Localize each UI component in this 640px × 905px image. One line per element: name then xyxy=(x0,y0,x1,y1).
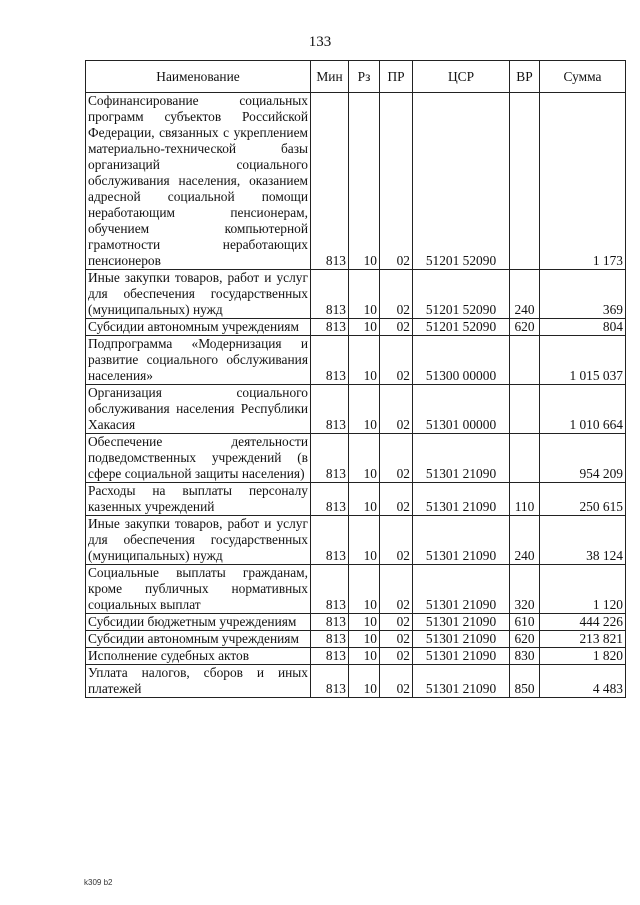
cell-vr xyxy=(510,434,540,483)
cell-csr: 51301 21090 xyxy=(413,565,510,614)
cell-sum: 954 209 xyxy=(540,434,626,483)
cell-min: 813 xyxy=(311,648,349,665)
table-row xyxy=(86,665,626,698)
table-body xyxy=(86,93,626,698)
cell-sum: 250 615 xyxy=(540,483,626,516)
cell-vr: 110 xyxy=(510,483,540,516)
cell-sum: 804 xyxy=(540,319,626,336)
cell-rz: 10 xyxy=(349,614,380,631)
cell-min: 813 xyxy=(311,565,349,614)
cell-csr: 51301 21090 xyxy=(413,483,510,516)
cell-pr: 02 xyxy=(380,614,413,631)
cell-rz: 10 xyxy=(349,434,380,483)
cell-vr xyxy=(510,336,540,385)
cell-pr: 02 xyxy=(380,93,413,270)
cell-csr: 51301 00000 xyxy=(413,385,510,434)
cell-min: 813 xyxy=(311,336,349,385)
header-min: Мин xyxy=(311,61,349,93)
cell-pr: 02 xyxy=(380,319,413,336)
cell-sum: 213 821 xyxy=(540,631,626,648)
budget-table xyxy=(85,60,626,698)
cell-rz: 10 xyxy=(349,93,380,270)
cell-rz: 10 xyxy=(349,665,380,698)
cell-min: 813 xyxy=(311,93,349,270)
cell-pr: 02 xyxy=(380,565,413,614)
cell-csr: 51201 52090 xyxy=(413,319,510,336)
cell-name: Исполнение судебных актов xyxy=(86,648,311,665)
cell-vr xyxy=(510,385,540,434)
cell-min: 813 xyxy=(311,319,349,336)
cell-min: 813 xyxy=(311,665,349,698)
header-csr: ЦСР xyxy=(413,61,510,93)
cell-pr: 02 xyxy=(380,336,413,385)
cell-rz: 10 xyxy=(349,319,380,336)
cell-min: 813 xyxy=(311,270,349,319)
cell-sum: 1 173 xyxy=(540,93,626,270)
cell-csr: 51301 21090 xyxy=(413,631,510,648)
table-header-row xyxy=(86,61,626,93)
cell-rz: 10 xyxy=(349,483,380,516)
cell-rz: 10 xyxy=(349,385,380,434)
cell-pr: 02 xyxy=(380,434,413,483)
cell-rz: 10 xyxy=(349,631,380,648)
cell-name: Социальные выплаты гражданам, кроме публичных нормативных социальных выплат xyxy=(86,565,311,614)
cell-csr: 51301 21090 xyxy=(413,648,510,665)
cell-csr: 51201 52090 xyxy=(413,93,510,270)
cell-name: Субсидии автономным учреждениям xyxy=(86,319,311,336)
cell-rz: 10 xyxy=(349,270,380,319)
cell-csr: 51301 21090 xyxy=(413,665,510,698)
cell-sum: 1 120 xyxy=(540,565,626,614)
cell-min: 813 xyxy=(311,434,349,483)
cell-pr: 02 xyxy=(380,648,413,665)
table-row xyxy=(86,434,626,483)
table-row xyxy=(86,93,626,270)
table-row xyxy=(86,565,626,614)
cell-vr: 830 xyxy=(510,648,540,665)
cell-vr: 620 xyxy=(510,319,540,336)
cell-min: 813 xyxy=(311,483,349,516)
cell-min: 813 xyxy=(311,385,349,434)
cell-name: Обеспечение деятельности подведомственных учреждений (в сфере социальной защиты населения) xyxy=(86,434,311,483)
cell-csr: 51301 21090 xyxy=(413,434,510,483)
cell-name: Расходы на выплаты персоналу казенных учреждений xyxy=(86,483,311,516)
cell-min: 813 xyxy=(311,631,349,648)
cell-sum: 1 015 037 xyxy=(540,336,626,385)
header-pr: ПР xyxy=(380,61,413,93)
cell-csr: 51301 21090 xyxy=(413,614,510,631)
cell-pr: 02 xyxy=(380,270,413,319)
header-name: Наименование xyxy=(86,61,311,93)
cell-sum: 38 124 xyxy=(540,516,626,565)
cell-name: Софинансирование социальных программ субъектов Российской Федерации, связанных с укреплением материально-технической базы организаций социального обслуживания населения, оказанием адресной социальной помощи неработающим пенсионерам, обучением компьютерной грамотности неработающих пенсионеров xyxy=(86,93,311,270)
table-row xyxy=(86,614,626,631)
table-row xyxy=(86,336,626,385)
cell-rz: 10 xyxy=(349,648,380,665)
cell-name: Субсидии автономным учреждениям xyxy=(86,631,311,648)
table-row xyxy=(86,319,626,336)
cell-vr: 240 xyxy=(510,516,540,565)
cell-pr: 02 xyxy=(380,665,413,698)
cell-sum: 4 483 xyxy=(540,665,626,698)
page-number: 133 xyxy=(308,34,332,50)
header-sum: Сумма xyxy=(540,61,626,93)
cell-name: Уплата налогов, сборов и иных платежей xyxy=(86,665,311,698)
cell-pr: 02 xyxy=(380,516,413,565)
cell-rz: 10 xyxy=(349,565,380,614)
table-row xyxy=(86,270,626,319)
cell-sum: 1 820 xyxy=(540,648,626,665)
cell-vr: 850 xyxy=(510,665,540,698)
cell-pr: 02 xyxy=(380,385,413,434)
table-row xyxy=(86,631,626,648)
table-row xyxy=(86,516,626,565)
cell-min: 813 xyxy=(311,614,349,631)
cell-rz: 10 xyxy=(349,516,380,565)
cell-sum: 369 xyxy=(540,270,626,319)
table-row xyxy=(86,483,626,516)
table-row xyxy=(86,648,626,665)
cell-pr: 02 xyxy=(380,483,413,516)
cell-vr: 620 xyxy=(510,631,540,648)
cell-min: 813 xyxy=(311,516,349,565)
cell-sum: 444 226 xyxy=(540,614,626,631)
header-vr: ВР xyxy=(510,61,540,93)
cell-vr: 320 xyxy=(510,565,540,614)
footer-code: k309 b2 xyxy=(84,878,113,887)
cell-name: Организация социального обслуживания населения Республики Хакасия xyxy=(86,385,311,434)
header-rz: Рз xyxy=(349,61,380,93)
cell-csr: 51201 52090 xyxy=(413,270,510,319)
cell-vr: 240 xyxy=(510,270,540,319)
cell-rz: 10 xyxy=(349,336,380,385)
cell-name: Иные закупки товаров, работ и услуг для обеспечения государственных (муниципальных) нужд xyxy=(86,516,311,565)
cell-vr xyxy=(510,93,540,270)
cell-vr: 610 xyxy=(510,614,540,631)
cell-pr: 02 xyxy=(380,631,413,648)
cell-name: Субсидии бюджетным учреждениям xyxy=(86,614,311,631)
cell-name: Подпрограмма «Модернизация и развитие социального обслуживания населения» xyxy=(86,336,311,385)
cell-sum: 1 010 664 xyxy=(540,385,626,434)
table-row xyxy=(86,385,626,434)
cell-csr: 51300 00000 xyxy=(413,336,510,385)
cell-name: Иные закупки товаров, работ и услуг для обеспечения государственных (муниципальных) нужд xyxy=(86,270,311,319)
cell-csr: 51301 21090 xyxy=(413,516,510,565)
